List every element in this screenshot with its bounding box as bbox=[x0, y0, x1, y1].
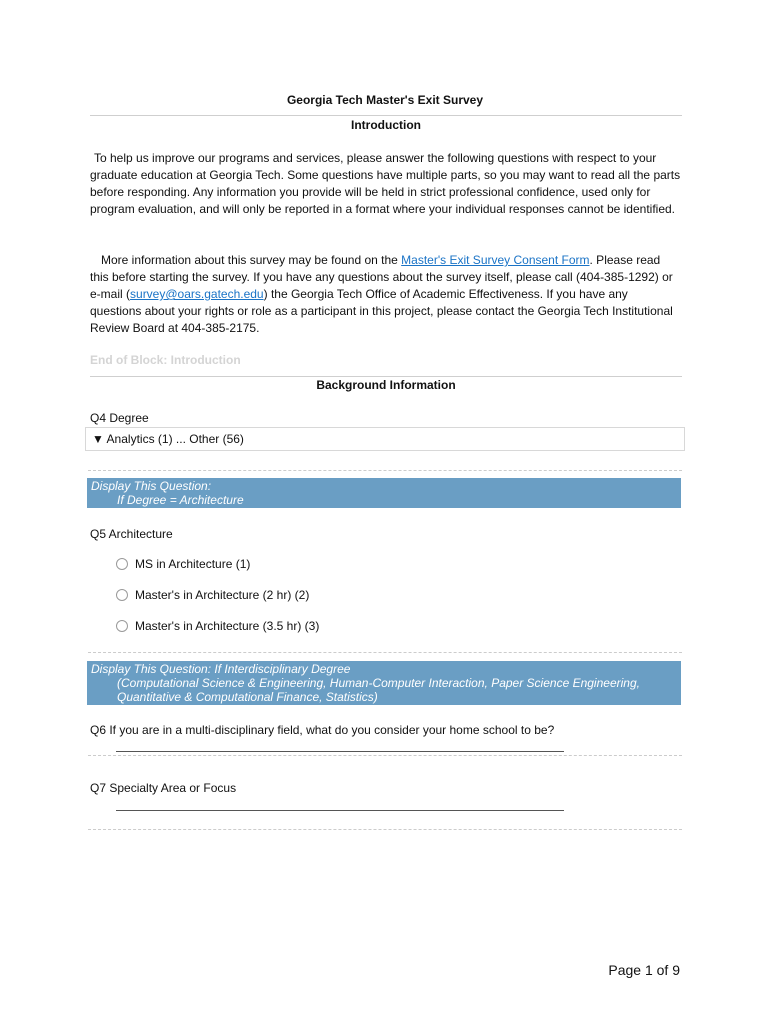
q6-text-entry[interactable] bbox=[116, 751, 564, 752]
q7-text-entry[interactable] bbox=[116, 810, 564, 811]
option-label: Master's in Architecture (3.5 hr) (3) bbox=[135, 619, 320, 633]
q5-label: Q5 Architecture bbox=[90, 527, 173, 541]
display-logic-heading: Display This Question: bbox=[91, 479, 212, 493]
radio-button[interactable] bbox=[116, 558, 128, 570]
display-logic-condition: If Degree = Architecture bbox=[117, 493, 244, 507]
q4-label: Q4 Degree bbox=[90, 411, 149, 425]
consent-text-pre: More information about this survey may be found on the bbox=[101, 253, 402, 267]
question-separator bbox=[88, 652, 682, 653]
email-link[interactable]: survey@oars.gatech.edu bbox=[130, 287, 264, 301]
display-logic-interdisciplinary bbox=[87, 661, 681, 705]
consent-paragraph bbox=[90, 252, 682, 337]
degree-dropdown[interactable]: ▼ Analytics (1) ... Other (56) bbox=[85, 427, 685, 451]
block-title-background: Background Information bbox=[316, 378, 456, 392]
display-logic-architecture bbox=[87, 478, 681, 508]
divider bbox=[90, 115, 682, 116]
consent-text-post: ) the Georgia Tech Office of Academic Effectiveness. If you have any questions about your rights or role as a participant in this project, please contact the Georgia Tech Institutional Review Board at 404-385-2175. bbox=[90, 287, 673, 335]
intro-paragraph: To help us improve our programs and services, please answer the following questions with respect to your graduate education at Georgia Tech. Some questions have multiple parts, so you may want to read all the parts before responding. Any information you provide will be held in strict professional confidence, used only for program evaluation, and will only be reported in a format where your individual responses cannot be identified. bbox=[90, 151, 681, 216]
radio-button[interactable] bbox=[116, 620, 128, 632]
radio-button[interactable] bbox=[116, 589, 128, 601]
divider bbox=[90, 376, 682, 377]
end-of-block-label: End of Block: Introduction bbox=[90, 353, 241, 367]
consent-form-link[interactable]: Master's Exit Survey Consent Form bbox=[401, 253, 590, 267]
block-title-introduction: Introduction bbox=[351, 118, 421, 132]
option-label: Master's in Architecture (2 hr) (2) bbox=[135, 588, 310, 602]
q5-option[interactable] bbox=[116, 588, 309, 602]
page-number: Page 1 of 9 bbox=[608, 962, 680, 978]
display-logic-condition: (Computational Science & Engineering, Human-Computer Interaction, Paper Science Engineering, bbox=[117, 676, 640, 690]
display-logic-heading: Display This Question: If Interdisciplinary Degree bbox=[91, 662, 351, 676]
display-logic-condition: Quantitative & Computational Finance, Statistics) bbox=[117, 690, 378, 704]
q7-label: Q7 Specialty Area or Focus bbox=[90, 781, 237, 795]
q5-option[interactable] bbox=[116, 557, 250, 571]
survey-title: Georgia Tech Master's Exit Survey bbox=[286, 93, 484, 107]
option-label: MS in Architecture (1) bbox=[135, 557, 251, 571]
q5-option[interactable] bbox=[116, 619, 319, 633]
question-separator bbox=[88, 470, 682, 471]
consent-text-mid: . Please read this before starting the survey. If you have any questions about the survey itself, please call (404-385-1292) or e-mail ( bbox=[90, 253, 673, 301]
q6-label: Q6 If you are in a multi-disciplinary field, what do you consider your home school to be? bbox=[90, 723, 555, 737]
question-separator bbox=[88, 829, 682, 830]
question-separator bbox=[88, 755, 682, 756]
